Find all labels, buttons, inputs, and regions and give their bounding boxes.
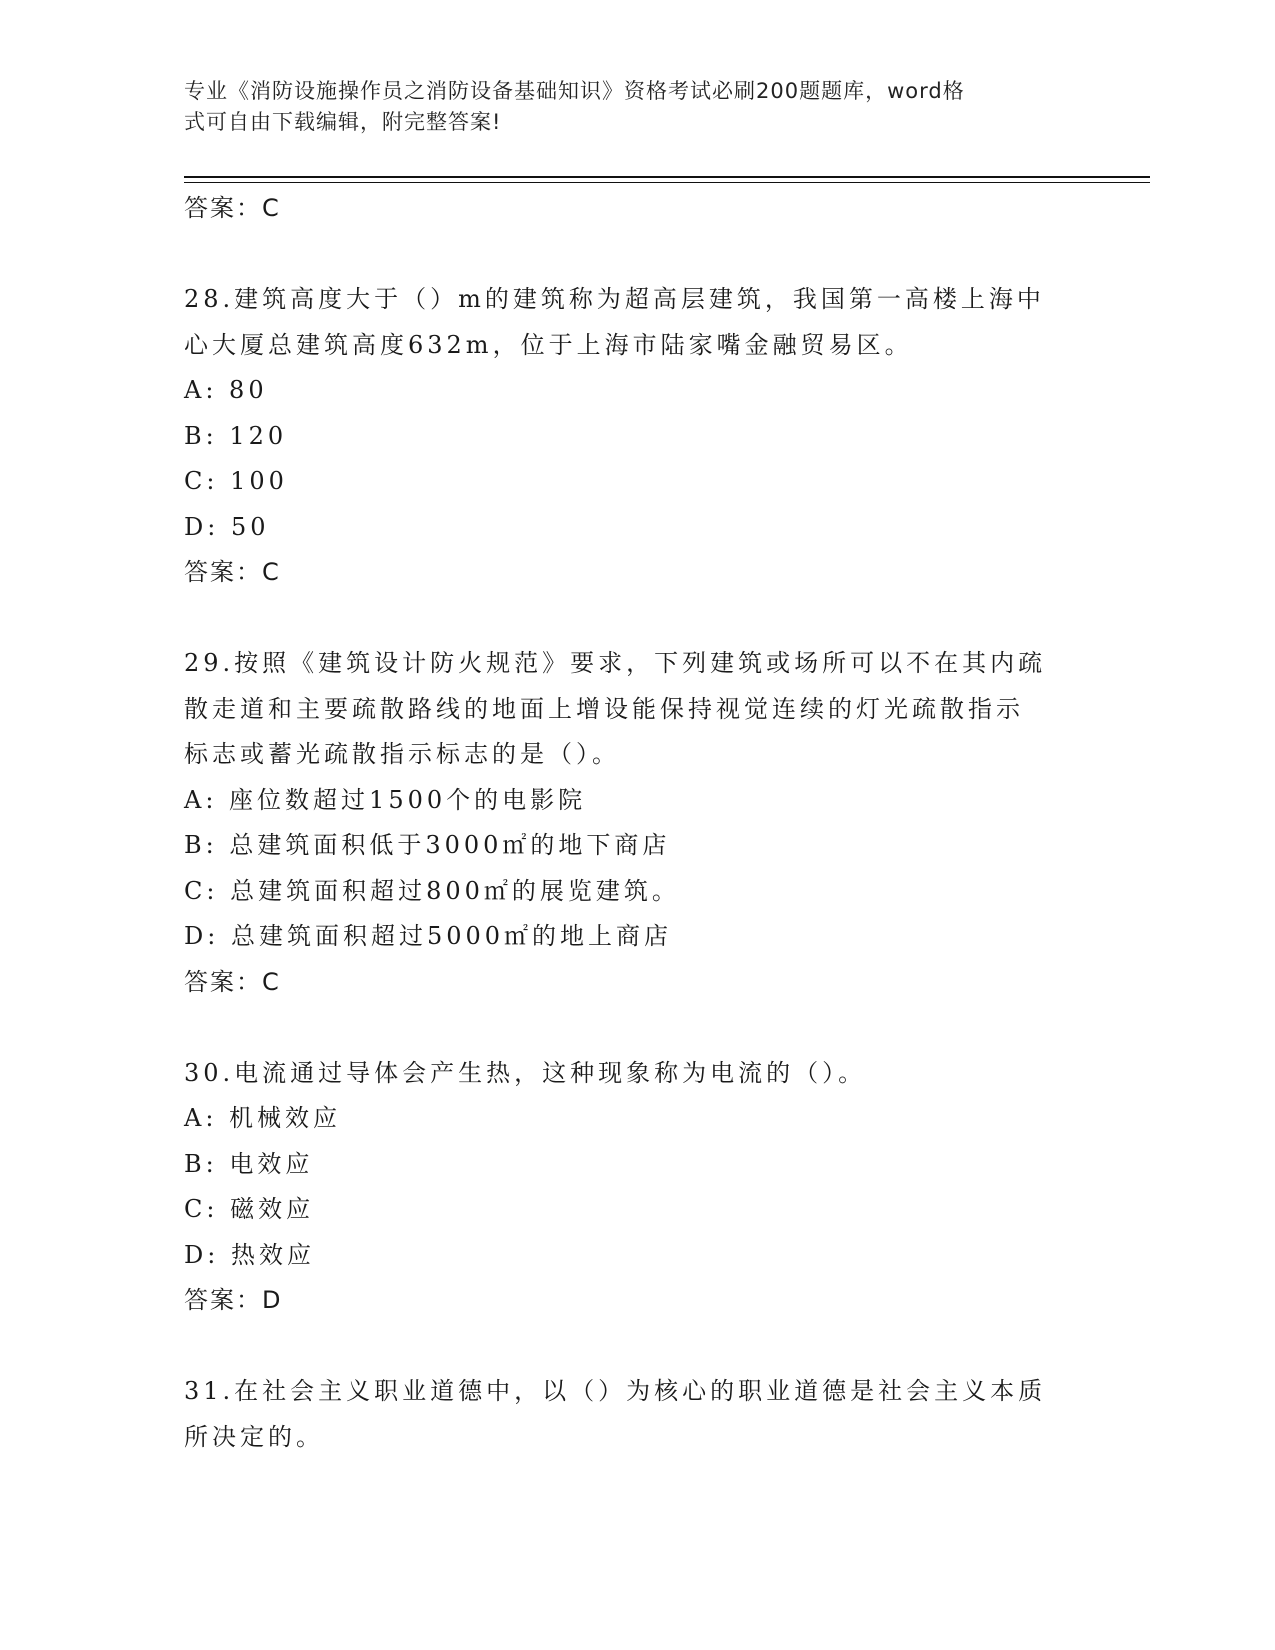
- header-line-2: 式可自由下载编辑，附完整答案!: [184, 110, 502, 134]
- page-header: [184, 76, 1064, 138]
- option-b: B: 电效应: [184, 1149, 314, 1178]
- question-stem: 29.按照《建筑设计防火规范》要求，下列建筑或场所可以不在其内疏: [184, 649, 1047, 677]
- question-stem: 标志或蓄光疏散指示标志的是（）。: [184, 740, 620, 768]
- question-stem: 心大厦总建筑高度632m，位于上海市陆家嘴金融贸易区。: [184, 330, 913, 359]
- answer-line: 答案：C: [184, 558, 281, 586]
- header-line-1: 专业《消防设施操作员之消防设备基础知识》资格考试必刷200题题库，word格: [184, 79, 965, 103]
- option-b: B: 120: [184, 421, 288, 450]
- question-31: [184, 1369, 1084, 1460]
- option-c: C: 总建筑面积超过800㎡的展览建筑。: [184, 876, 680, 905]
- option-a: A: 80: [184, 376, 268, 404]
- question-stem: 散走道和主要疏散路线的地面上增设能保持视觉连续的灯光疏散指示: [184, 694, 1024, 723]
- question-stem: 所决定的。: [184, 1422, 324, 1451]
- option-b: B: 总建筑面积低于3000㎡的地下商店: [184, 831, 671, 859]
- question-stem: 28.建筑高度大于（）m的建筑称为超高层建筑，我国第一高楼上海中: [184, 285, 1045, 313]
- spacer: [184, 1324, 1084, 1370]
- option-c: C: 磁效应: [184, 1195, 315, 1223]
- question-30: [184, 1051, 1084, 1324]
- question-stem: 31.在社会主义职业道德中，以（）为核心的职业道德是社会主义本质: [184, 1377, 1047, 1405]
- header-divider-thick: [184, 176, 1150, 178]
- option-d: D: 总建筑面积超过5000㎡的地上商店: [184, 922, 673, 950]
- question-29: [184, 641, 1084, 1005]
- answer-line: 答案：C: [184, 194, 281, 222]
- question-28: [184, 277, 1084, 596]
- spacer: [184, 596, 1084, 642]
- spacer: [184, 232, 1084, 278]
- header-divider-thin: [184, 182, 1150, 183]
- question-stem: 30.电流通过导体会产生热，这种现象称为电流的（）。: [184, 1058, 867, 1087]
- option-a: A: 座位数超过1500个的电影院: [184, 785, 587, 814]
- option-c: C: 100: [184, 467, 288, 495]
- answer-line: 答案：D: [184, 1286, 283, 1314]
- question-list: [184, 186, 1084, 1460]
- option-d: D: 50: [184, 512, 270, 541]
- option-d: D: 热效应: [184, 1240, 315, 1269]
- spacer: [184, 1005, 1084, 1051]
- answer-line: 答案：C: [184, 967, 281, 996]
- option-a: A: 机械效应: [184, 1104, 342, 1132]
